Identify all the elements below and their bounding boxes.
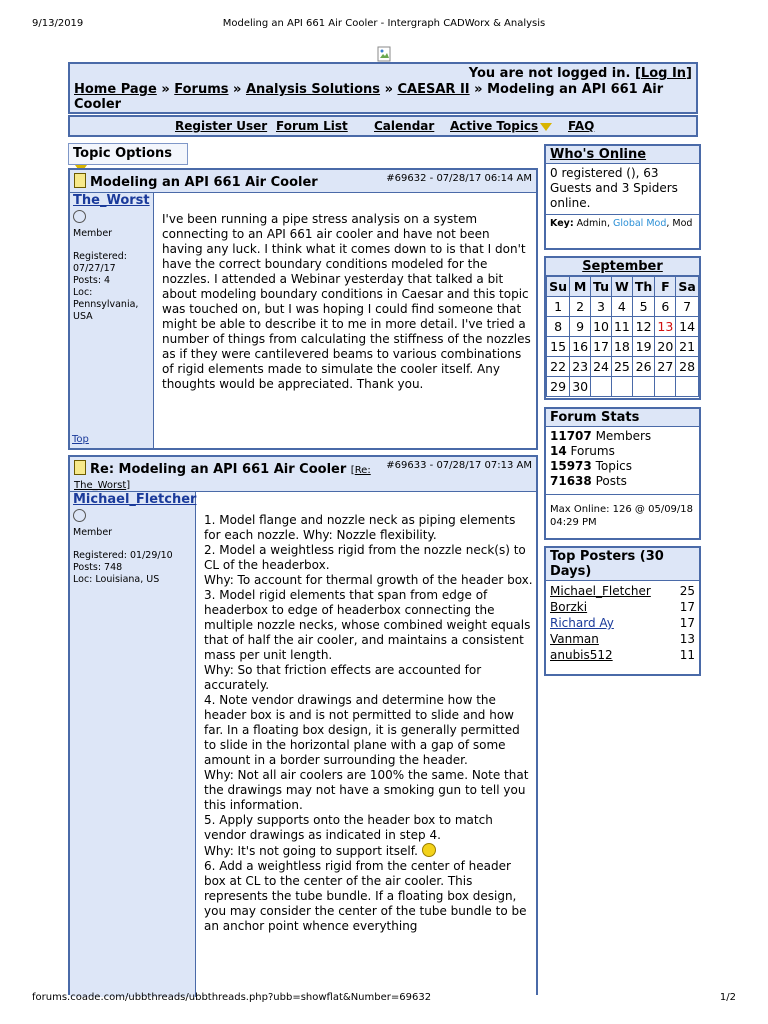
calendar-day[interactable]: 24 [591,357,612,377]
calendar-day [632,377,655,397]
calendar-day[interactable]: 12 [632,317,655,337]
breadcrumb-sep: » [384,82,393,97]
key-label: Key: [550,218,574,229]
calendar-day[interactable]: 16 [570,337,591,357]
calendar-weekday: W [612,277,633,297]
top-poster-name[interactable]: Borzki [550,600,588,614]
author-registered: Registered: 01/29/10 [73,550,173,561]
calendar-day[interactable]: 19 [632,337,655,357]
user-status-icon [73,210,86,223]
calendar-day[interactable]: 11 [612,317,633,337]
stat-forums-value: 14 [550,444,567,458]
stat-posts [550,474,695,489]
calendar-day[interactable]: 18 [612,337,633,357]
note-icon [74,173,86,188]
calendar-day[interactable]: 2 [570,297,591,317]
forum-stats-box [544,407,701,540]
calendar-day[interactable]: 23 [570,357,591,377]
stat-forums-label: Forums [566,444,615,458]
smiley-icon [422,843,436,857]
post-line: Why: To account for thermal growth of the header box. [204,573,533,587]
breadcrumb-caesar[interactable]: CAESAR II [397,82,470,97]
calendar-day[interactable]: 3 [591,297,612,317]
post-line: 1. Model flange and nozzle neck as piping elements for each nozzle. Why: Nozzle flexibility. [204,513,516,542]
stat-topics-label: Topics [591,459,632,473]
author-loc: Loc: Louisiana, US [73,574,160,585]
author-registered: 07/27/17 [73,263,116,274]
login-prefix: You are not logged in. [ [468,66,641,81]
calendar-day[interactable]: 20 [655,337,676,357]
max-online: Max Online: 126 @ 05/09/18 04:29 PM [546,494,699,529]
stat-topics [550,459,695,474]
author-role: Member [73,228,113,239]
post-line-text: Why: It's not going to support itself. [204,844,418,858]
post-author-panel [70,492,196,997]
stat-members-value: 11707 [550,429,592,443]
calendar-month-link[interactable]: September [582,259,663,274]
calendar-week [547,357,699,377]
calendar-day[interactable]: 4 [612,297,633,317]
whos-online-body [546,164,699,232]
nav-forum-list[interactable]: Forum List [276,119,348,133]
key-mod: , Mod [666,218,693,229]
reply-to-link[interactable]: Re: The_Worst [74,465,371,491]
calendar-weekday: Th [632,277,655,297]
calendar-day[interactable]: 7 [676,297,699,317]
calendar-week [547,297,699,317]
calendar-day [655,377,676,397]
top-poster-count: 13 [679,632,695,646]
forum-stats-title: Forum Stats [546,409,699,427]
post-line: 3. Model rigid elements that span from edge of headerbox to edge of headerbox connecting the multiple nozzle necks, whose combined weight equals that of half the air cooler, and maintains a consistent mass per unit length. [204,588,531,662]
top-posters-box [544,546,701,676]
post-body [204,513,534,934]
calendar-day[interactable]: 8 [547,317,570,337]
calendar-box [544,256,701,400]
key-global-mod: Global Mod [613,218,667,229]
post-author-panel [70,193,154,448]
nav-active-topics-label: Active Topics [450,119,539,133]
breadcrumb-analysis[interactable]: Analysis Solutions [245,82,381,97]
print-page-number: 1/2 [719,992,736,1003]
calendar-week [547,337,699,357]
post-title [74,460,374,492]
key-admin: Admin, [576,218,610,229]
nav-bar [68,115,698,137]
breadcrumb-current: Modeling an API 661 Air Cooler [74,82,664,112]
top-posters-title: Top Posters (30 Days) [546,548,699,581]
note-icon [74,460,86,475]
calendar-day[interactable]: 6 [655,297,676,317]
calendar-weekday: Tu [591,277,612,297]
author-role: Member [73,527,113,538]
author-details [73,550,192,586]
top-poster-row [550,615,695,631]
breadcrumb-home[interactable]: Home Page [74,82,157,97]
breadcrumb-sep: » [161,82,170,97]
whos-online-text: 0 registered (), 63 Guests and 3 Spiders online. [550,166,678,210]
breadcrumb-sep: » [233,82,242,97]
calendar-weekday-row [547,277,699,297]
calendar-day[interactable]: 10 [591,317,612,337]
topic-options-button[interactable] [68,143,188,165]
calendar-day[interactable]: 26 [632,357,655,377]
broken-image-icon [377,46,391,62]
nav-register-user[interactable]: Register User [175,119,268,133]
author-loc: Pennsylvania, USA [73,299,139,322]
print-url: forums.coade.com/ubbthreads/ubbthreads.php?ubb=showflat&Number=69632 [32,992,432,1003]
top-poster-row [550,599,695,615]
top-poster-row [550,631,695,647]
user-status-icon [73,509,86,522]
post-header [70,457,536,492]
top-poster-count: 25 [679,584,695,598]
stat-members-label: Members [591,429,652,443]
top-poster-name[interactable]: anubis512 [550,648,613,662]
post-line [204,843,534,859]
calendar-day[interactable]: 25 [612,357,633,377]
calendar-day[interactable]: 21 [676,337,699,357]
calendar-day[interactable]: 13 [655,317,676,337]
whos-online-box [544,144,701,250]
post-line: Why: So that friction effects are accounted for accurately. [204,663,482,692]
login-suffix: ] [686,66,692,81]
post-body: I've been running a pipe stress analysis on a system connecting to an API 661 air cooler and have not been having any luck. I think what it comes down to is that I don't have the correct boundary conditions modeled for the nozzles. I attended a Webinar yesterday that talked a bit about modeling boundary conditions in Caesar and this topic was touched on, but I was hoping I could find someone that might be able to describe it to me in more detail. I've tried a number of things from calculating the stiffness of the nozzles as if they were cantilevered beams to various combinations of rigid elements made to simulate the cooler itself. Any thoughts would be appreciated. Thank you. [162,212,531,391]
nav-faq[interactable]: FAQ [568,119,595,133]
calendar-grid [546,276,699,397]
author-loc-label: Loc: [73,287,93,298]
calendar-week [547,317,699,337]
login-status [469,66,692,81]
top-poster-count: 17 [679,600,695,614]
calendar-day[interactable]: 28 [676,357,699,377]
reply-to-close: ] [126,480,131,491]
login-link[interactable]: Log In [640,66,687,81]
stat-posts-label: Posts [591,474,627,488]
topic-options-label: Topic Options [73,146,173,161]
post-meta: #69633 - 07/28/17 07:13 AM [386,460,532,471]
nav-active-topics[interactable] [450,119,552,133]
breadcrumb [74,82,674,112]
top-link[interactable]: Top [72,434,89,445]
print-date: 9/13/2019 [32,18,84,29]
post-meta: #69632 - 07/28/17 06:14 AM [386,173,532,184]
calendar-day[interactable]: 30 [570,377,591,397]
stat-posts-value: 71638 [550,474,592,488]
post-line: Why: Not all air coolers are 100% the same. Note that the drawings may not have a smoking gun to tell you this information. [204,768,529,812]
author-posts: Posts: 748 [73,562,123,573]
calendar-day[interactable]: 14 [676,317,699,337]
top-poster-count: 17 [679,616,695,630]
calendar-day[interactable]: 5 [632,297,655,317]
whos-online-title [546,146,699,164]
calendar-title [546,258,699,276]
calendar-weekday: F [655,277,676,297]
calendar-day[interactable]: 22 [547,357,570,377]
author-details [73,251,150,323]
stat-members [550,429,695,444]
post-69632 [68,168,538,450]
post-title-text: Re: Modeling an API 661 Air Cooler [90,462,347,477]
calendar-day[interactable]: 9 [570,317,591,337]
reply-to-open: [ [350,465,355,476]
author-name[interactable]: Michael_Fletcher [73,492,197,507]
print-title: Modeling an API 661 Air Cooler - Intergraph CADWorx & Analysis [222,18,546,29]
calendar-week [547,377,699,397]
calendar-day [612,377,633,397]
forum-header [68,62,698,114]
calendar-day[interactable]: 29 [547,377,570,397]
stat-forums [550,444,695,459]
top-poster-name[interactable]: Vanman [550,632,599,646]
calendar-day [591,377,612,397]
breadcrumb-sep: » [474,82,483,97]
top-poster-row [550,647,695,663]
calendar-day[interactable]: 15 [547,337,570,357]
post-title-text: Modeling an API 661 Air Cooler [90,175,318,190]
breadcrumb-forums[interactable]: Forums [174,82,229,97]
dropdown-arrow-icon [540,123,552,131]
author-name[interactable]: The_Worst [73,193,150,208]
post-line: 2. Model a weightless rigid from the nozzle neck(s) to CL of the headerbox. [204,543,526,572]
post-header [70,170,536,193]
calendar-weekday: M [570,277,591,297]
calendar-day[interactable]: 27 [655,357,676,377]
post-line: 6. Add a weightless rigid from the center of header box at CL to the center of the air cooler. This represents the tube bundle. If a floating box design, you may consider the center of the tube bundle to be an anchor point whence everything [204,859,527,933]
top-poster-name[interactable]: Michael_Fletcher [550,584,651,598]
post-line: 5. Apply supports onto the header box to match vendor drawings as indicated in step 4. [204,813,493,842]
top-poster-count: 11 [679,648,695,662]
nav-calendar[interactable]: Calendar [374,119,435,133]
post-line: 4. Note vendor drawings and determine how the header box is and is not permitted to slide and how far. In a floating box design, it is generally permitted to slide in the horizontal plane with a gap of some amount in a border surrounding the header. [204,693,520,767]
calendar-weekday: Su [547,277,570,297]
post-title [74,173,318,190]
calendar-day[interactable]: 17 [591,337,612,357]
top-poster-name[interactable]: Richard Ay [550,616,614,630]
author-posts: Posts: 4 [73,275,111,286]
forum-stats-body [546,427,699,531]
whos-online-link[interactable]: Who's Online [550,147,647,162]
author-registered-label: Registered: [73,251,127,262]
top-poster-row [550,583,695,599]
calendar-weekday: Sa [676,277,699,297]
top-posters-list [546,581,699,665]
online-key [546,214,699,230]
calendar-day [676,377,699,397]
calendar-day[interactable]: 1 [547,297,570,317]
post-69633 [68,455,538,995]
stat-topics-value: 15973 [550,459,592,473]
